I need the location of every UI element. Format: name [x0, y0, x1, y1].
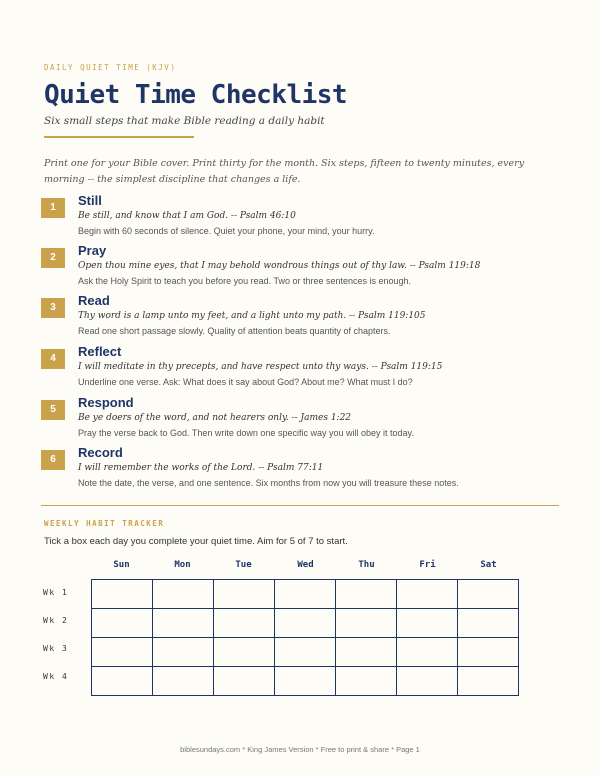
step-number-badge: 5 [41, 400, 65, 420]
step-verse: I will remember the works of the Lord. -- Psalm 77:11 [78, 463, 324, 473]
tracker-checkbox[interactable] [275, 580, 336, 609]
section-divider [41, 505, 559, 506]
step-number-badge: 4 [41, 349, 65, 369]
title-divider [44, 136, 194, 138]
step-verse: Open thou mine eyes, that I may behold wondrous things out of thy law. -- Psalm 119:18 [78, 261, 481, 271]
step-name: Reflect [78, 344, 122, 359]
step-description: Underline one verse. Ask: What does it say about God? About me? What must I do? [78, 377, 413, 387]
tracker-checkbox[interactable] [336, 667, 397, 696]
step-description: Begin with 60 seconds of silence. Quiet your phone, your mind, your hurry. [78, 226, 375, 236]
tracker-checkbox[interactable] [214, 667, 275, 696]
week-label: Wk 4 [43, 672, 69, 681]
day-header-fri: Fri [419, 560, 436, 570]
step-number-badge: 2 [41, 248, 65, 268]
tracker-checkbox[interactable] [92, 580, 153, 609]
day-header-thu: Thu [358, 560, 375, 570]
tracker-row [92, 638, 519, 667]
step-name: Still [78, 193, 102, 208]
tracker-checkbox[interactable] [458, 609, 519, 638]
tracker-checkbox[interactable] [397, 580, 458, 609]
step-read [41, 293, 561, 346]
tracker-checkbox[interactable] [92, 638, 153, 667]
tracker-row [92, 580, 519, 609]
tracker-checkbox[interactable] [214, 638, 275, 667]
step-description: Note the date, the verse, and one sentence. Six months from now you will treasure these notes. [78, 478, 459, 488]
step-still [41, 193, 561, 246]
intro-text: Print one for your Bible cover. Print thirty for the month. Six steps, fifteen to twenty minutes, every morning -- the simplest discipline that changes a life. [44, 158, 525, 185]
step-description: Ask the Holy Spirit to teach you before you read. Two or three sentences is enough. [78, 276, 412, 286]
week-label: Wk 1 [43, 588, 69, 597]
tracker-checkbox[interactable] [214, 609, 275, 638]
tracker-checkbox[interactable] [214, 580, 275, 609]
tracker-row [92, 609, 519, 638]
tracker-checkbox[interactable] [153, 667, 214, 696]
page-title: Quiet Time Checklist [44, 80, 348, 110]
tracker-checkbox[interactable] [153, 580, 214, 609]
step-number-badge: 1 [41, 198, 65, 218]
step-pray [41, 243, 561, 296]
step-number-badge: 6 [41, 450, 65, 470]
week-label: Wk 2 [43, 616, 69, 625]
tracker-checkbox[interactable] [397, 638, 458, 667]
tracker-checkbox[interactable] [336, 638, 397, 667]
tracker-checkbox[interactable] [92, 667, 153, 696]
step-description: Pray the verse back to God. Then write down one specific way you will obey it today. [78, 428, 414, 438]
tracker-checkbox[interactable] [275, 667, 336, 696]
step-verse: Be ye doers of the word, and not hearers only. -- James 1:22 [78, 413, 352, 423]
page-subtitle: Six small steps that make Bible reading a daily habit [44, 115, 325, 127]
tracker-intro: Tick a box each day you complete your quiet time. Aim for 5 of 7 to start. [44, 536, 348, 547]
step-record [41, 445, 561, 498]
tracker-checkbox[interactable] [458, 667, 519, 696]
tracker-title: WEEKLY HABIT TRACKER [44, 519, 165, 528]
step-name: Pray [78, 243, 107, 258]
tracker-checkbox[interactable] [397, 667, 458, 696]
week-label: Wk 3 [43, 644, 69, 653]
step-number-badge: 3 [41, 298, 65, 318]
tracker-checkbox[interactable] [458, 580, 519, 609]
tracker-checkbox[interactable] [153, 638, 214, 667]
day-header-tue: Tue [235, 560, 252, 570]
tracker-checkbox[interactable] [336, 580, 397, 609]
step-reflect [41, 344, 561, 397]
habit-tracker-grid [91, 579, 519, 696]
step-verse: Be still, and know that I am God. -- Psalm 46:10 [78, 211, 296, 221]
step-name: Respond [78, 395, 134, 410]
kicker-label: DAILY QUIET TIME (KJV) [44, 63, 177, 72]
step-name: Read [78, 293, 110, 308]
step-description: Read one short passage slowly. Quality of attention beats quantity of chapters. [78, 326, 391, 336]
step-verse: I will meditate in thy precepts, and have respect unto thy ways. -- Psalm 119:15 [78, 362, 443, 372]
day-header-sat: Sat [480, 560, 497, 570]
day-header-sun: Sun [113, 560, 130, 570]
tracker-checkbox[interactable] [92, 609, 153, 638]
step-name: Record [78, 445, 123, 460]
day-header-mon: Mon [174, 560, 191, 570]
tracker-checkbox[interactable] [397, 609, 458, 638]
tracker-checkbox[interactable] [458, 638, 519, 667]
tracker-checkbox[interactable] [275, 609, 336, 638]
tracker-checkbox[interactable] [153, 609, 214, 638]
page-footer: biblesundays.com * King James Version * Free to print & share * Page 1 [180, 745, 420, 754]
tracker-row [92, 667, 519, 696]
step-verse: Thy word is a lamp unto my feet, and a light unto my path. -- Psalm 119:105 [78, 311, 426, 321]
step-respond [41, 395, 561, 448]
day-header-wed: Wed [297, 560, 314, 570]
tracker-checkbox[interactable] [336, 609, 397, 638]
tracker-checkbox[interactable] [275, 638, 336, 667]
